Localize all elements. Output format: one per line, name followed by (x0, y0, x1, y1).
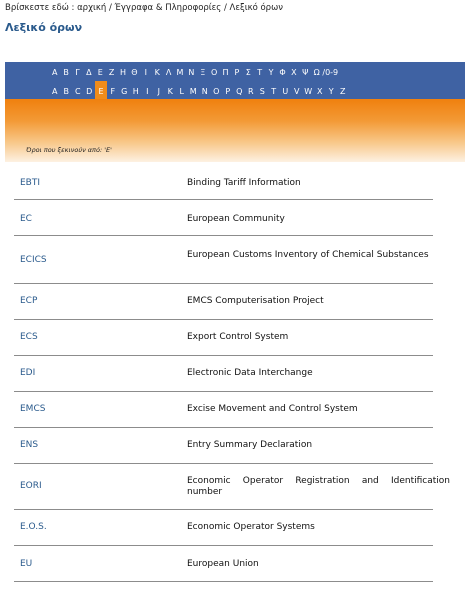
greek-letter-link[interactable]: Κ (154, 68, 160, 77)
latin-letter-link[interactable]: H (132, 87, 139, 96)
breadcrumb-link-documents[interactable]: Έγγραφα & Πληροφορίες (114, 3, 222, 13)
breadcrumb-link-home[interactable]: αρχική (77, 3, 107, 13)
term-definition: EMCS Computerisation Project (187, 296, 324, 306)
row-divider (14, 283, 433, 284)
latin-letter-link[interactable]: M (189, 87, 197, 96)
latin-letter-link[interactable]: C (74, 87, 81, 96)
breadcrumb-separator: / (223, 3, 227, 13)
term-abbreviation-link[interactable]: ECS (20, 332, 38, 342)
term-definition: Excise Movement and Control System (187, 404, 358, 414)
greek-letter-link[interactable]: Δ (86, 68, 92, 77)
row-divider (14, 463, 433, 464)
greek-letter-link[interactable]: Ρ (234, 68, 240, 77)
latin-letter-link[interactable]: D (86, 87, 93, 96)
term-definition: European Community (187, 214, 285, 224)
row-divider (14, 427, 433, 428)
term-definition: Economic Operator Registration and Identification number (187, 476, 450, 497)
term-abbreviation-link[interactable]: ENS (20, 440, 39, 450)
latin-letter-link[interactable]: J (157, 87, 160, 96)
breadcrumb-separator: / (108, 3, 112, 13)
term-abbreviation-link[interactable]: E.O.S. (20, 522, 47, 532)
greek-letter-link[interactable]: Α (51, 68, 58, 77)
term-definition: Electronic Data Interchange (187, 368, 313, 378)
term-definition: Entry Summary Declaration (187, 440, 313, 450)
term-abbreviation-link[interactable]: EMCS (20, 404, 46, 414)
greek-letter-link[interactable]: /0-9 (322, 68, 339, 77)
greek-letter-link[interactable]: Ω (313, 68, 320, 77)
latin-letter-link[interactable]: K (167, 87, 173, 96)
term-definition: European Union (187, 559, 259, 569)
greek-letter-link[interactable]: Γ (75, 68, 80, 77)
term-definition: Binding Tariff Information (187, 178, 301, 188)
greek-letter-link[interactable]: Η (120, 68, 127, 77)
latin-letter-link[interactable]: U (282, 87, 289, 96)
alphabet-navigation (5, 62, 465, 99)
greek-letter-link[interactable]: Θ (131, 68, 138, 77)
latin-letter-row (49, 83, 349, 98)
latin-letter-link[interactable]: V (294, 87, 300, 96)
term-abbreviation-link[interactable]: ECP (20, 296, 38, 306)
term-abbreviation-link[interactable]: EC (20, 214, 32, 224)
greek-letter-link[interactable]: Χ (291, 68, 297, 77)
row-divider (14, 199, 433, 200)
latin-letter-link[interactable]: Z (340, 87, 346, 96)
term-abbreviation-link[interactable]: EBTI (20, 178, 41, 188)
row-divider (14, 509, 433, 510)
breadcrumb-current: Λεξικό όρων (229, 3, 283, 13)
greek-letter-row (49, 65, 339, 80)
latin-letter-link[interactable]: S (259, 87, 265, 96)
term-definition: European Customs Inventory of Chemical Substances (187, 250, 429, 260)
greek-letter-link[interactable]: Ξ (200, 68, 206, 77)
greek-letter-link[interactable]: Λ (165, 68, 172, 77)
greek-letter-link[interactable]: Π (222, 68, 229, 77)
greek-letter-link[interactable]: Ι (144, 68, 147, 77)
term-definition: Economic Operator Systems (187, 522, 315, 532)
latin-letter-link[interactable]: T (271, 87, 277, 96)
greek-letter-link[interactable]: Ζ (108, 68, 115, 77)
latin-letter-link[interactable]: F (110, 87, 116, 96)
latin-letter-link[interactable]: B (63, 87, 69, 96)
row-divider (14, 545, 433, 546)
term-abbreviation-link[interactable]: EU (20, 559, 33, 569)
breadcrumb (5, 3, 283, 13)
latin-letter-link[interactable]: N (201, 87, 208, 96)
greek-letter-link[interactable]: Φ (279, 68, 286, 77)
latin-letter-link[interactable]: R (247, 87, 254, 96)
greek-letter-link[interactable]: Τ (257, 68, 263, 77)
latin-letter-link[interactable]: X (317, 87, 323, 96)
greek-letter-link[interactable]: Ο (211, 68, 218, 77)
latin-letter-link[interactable]: Y (328, 87, 334, 96)
term-definition: Export Control System (187, 332, 289, 342)
row-divider (14, 319, 433, 320)
results-caption: Όροι που ξεκινούν από: 'E' (26, 146, 112, 154)
term-abbreviation-link[interactable]: ECICS (20, 255, 47, 265)
term-abbreviation-link[interactable]: EDI (20, 368, 36, 378)
latin-letter-link[interactable]: A (52, 87, 58, 96)
latin-letter-link[interactable]: G (121, 87, 128, 96)
latin-letter-link[interactable]: P (225, 87, 231, 96)
latin-letter-link[interactable]: E (95, 81, 107, 100)
row-divider (14, 391, 433, 392)
row-divider (14, 355, 433, 356)
greek-letter-link[interactable]: Σ (245, 68, 251, 77)
latin-letter-link[interactable]: O (213, 87, 220, 96)
page-title: Λεξικό όρων (5, 21, 83, 34)
row-divider (14, 235, 433, 236)
latin-letter-link[interactable]: W (304, 87, 313, 96)
breadcrumb-prefix: Βρίσκεστε εδώ : (5, 3, 75, 13)
greek-letter-link[interactable]: Ε (97, 68, 103, 77)
greek-letter-link[interactable]: Ν (188, 68, 195, 77)
row-divider (14, 581, 433, 582)
latin-letter-link[interactable]: Q (236, 87, 243, 96)
latin-letter-link[interactable]: L (179, 87, 184, 96)
greek-letter-link[interactable]: Μ (176, 68, 184, 77)
latin-letter-link[interactable]: I (146, 87, 149, 96)
header-band (5, 99, 465, 162)
greek-letter-link[interactable]: Ψ (302, 68, 309, 77)
greek-letter-link[interactable]: Υ (268, 68, 274, 77)
greek-letter-link[interactable]: Β (63, 68, 69, 77)
term-abbreviation-link[interactable]: EORI (20, 481, 42, 491)
